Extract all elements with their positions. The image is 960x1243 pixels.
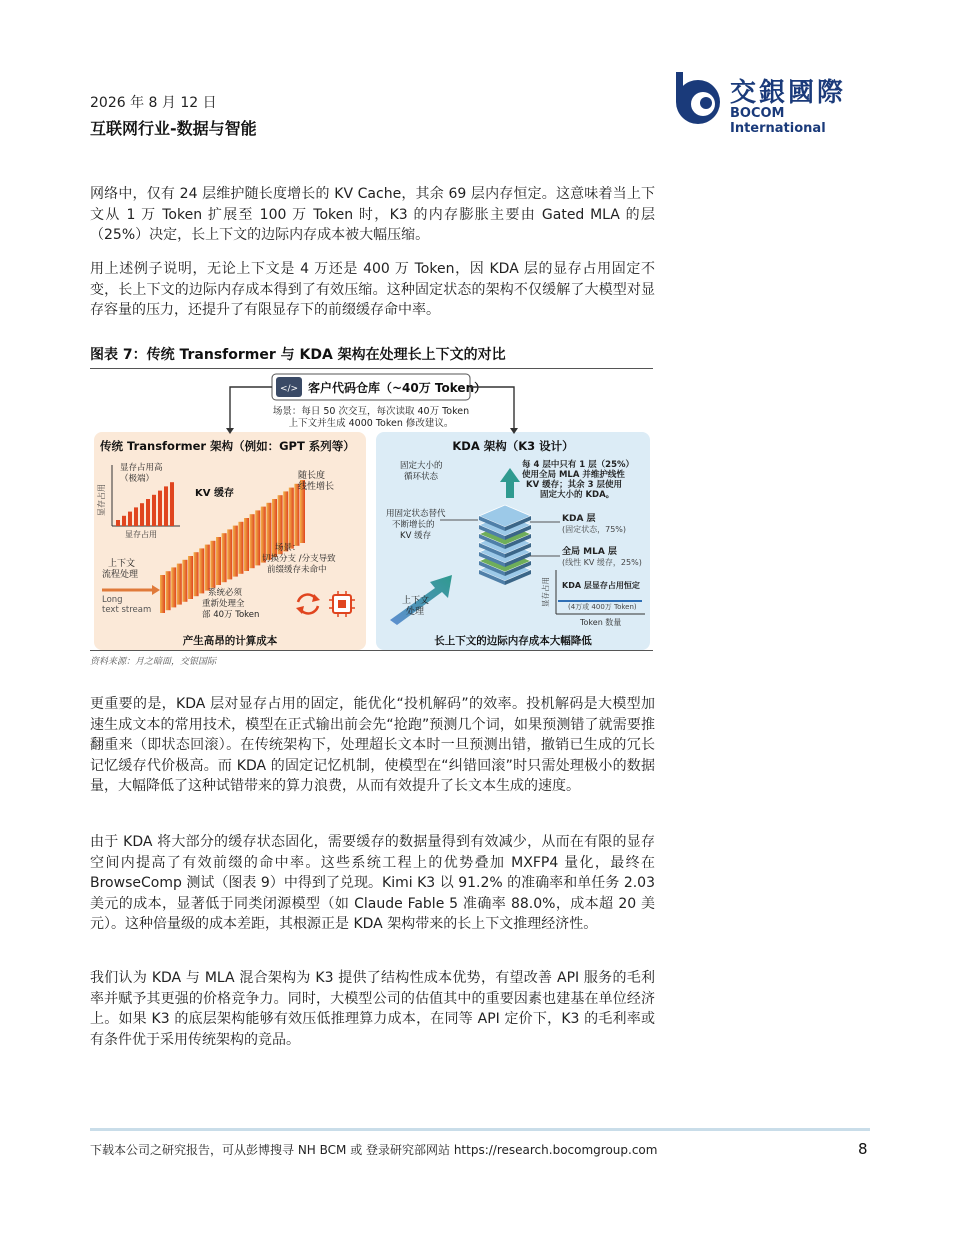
body-paragraph-2: 用上述例子说明，无论上下文是 4 万还是 400 万 Token，因 KDA 层的显存占用固定不变，长上下文的边际内存成本得到了有效压缩。这种固定状态的架构不仅缓解了大模型对显存容量的压力，还提升了有限显存下的前缀缓存命中率。: [90, 261, 655, 318]
kv-cache-bar: [166, 571, 171, 610]
left-scene-line-1: 场景：: [275, 543, 301, 553]
reprocess-line-1: 系统必须: [208, 588, 243, 598]
right-mini-x-label: Token 数量: [580, 618, 622, 627]
right-heading: KDA 架构（K3 设计）: [452, 439, 574, 453]
kda-up-arrow-shaft: [506, 482, 514, 498]
body-paragraph-1: 网络中，仅有 24 层维护随长度增长的 KV Cache，其余 69 层内存恒定。这意味着当上下文从 1 万 Token 扩展至 100 万 Token 时，K3 的内存膨胀主要由 Gated MLA 的层（25%）决定，长上下文的边际内存成本被大幅压缩。: [90, 186, 655, 243]
right-footer: 长上下文的边际内存成本大幅降低: [434, 635, 592, 647]
kv-cache-bar: [182, 560, 187, 602]
figure-title: 图表 7：传统 Transformer 与 KDA 架构在处理长上下文的对比: [90, 347, 506, 363]
figure-bottom-rule: [90, 650, 653, 651]
every4-line-4: 固定大小的 KDA。: [540, 490, 615, 500]
kv-cache-bar: [266, 503, 271, 560]
report-date: 2026 年 8 月 12 日: [90, 95, 217, 111]
mini-bar: [140, 503, 144, 526]
fixed-state-line-2: 循环状态: [404, 472, 439, 482]
left-scene-line-2: 切换分支 /分支导致: [262, 554, 336, 564]
kv-cache-bar: [177, 564, 182, 605]
figure-source: 资料来源：月之暗面，交银国际: [90, 657, 217, 667]
kv-cache-bar: [216, 537, 221, 585]
kv-cache-bar: [289, 488, 294, 549]
mini-bar: [134, 507, 138, 526]
left-mini-x-label: 显存占用: [125, 530, 157, 539]
body-paragraph-3: 更重要的是，KDA 层对显存占用的固定，能优化“投机解码”的效率。投机解码是大模型加速生成文本的常用技术，模型在正式输出前会先“抢跑”预测几个词，如果预测错了就需要推翻重来（即状态回滚）。在传统架构下，处理超长文本时一旦预测出错，撤销已生成的冗长记忆缓存代价极高。而 KDA 的固定记忆机制，使模型在“纠错回滚”时只需处理极小的数据量，大幅降低了这种试错带来的算力浪费，从而有效提升了长文本生成的速度。: [90, 696, 655, 794]
mini-bar: [158, 491, 162, 526]
chip-icon: [329, 591, 355, 617]
fixed-state-line-1: 固定大小的: [400, 461, 443, 471]
footer-rule: [90, 1128, 870, 1131]
kda-layer-line-2: (固定状态，75%): [562, 525, 627, 534]
mem-peak-line-2: （极端）: [120, 474, 155, 484]
right-input-line-2: 处理: [406, 607, 425, 617]
kda-layer-line-1: KDA 层: [562, 514, 596, 524]
mini-bar: [152, 495, 156, 526]
body-paragraph-4: 由于 KDA 将大部分的缓存状态固化，需要缓存的数据量得到有效减少，从而在有限的显存空间内提高了有效前缀的命中率。这些系统工程上的优势叠加 MXFP4 量化，最终在 BrowseComp 测试（图表 9）中得到了兑现。Kimi K3 以 91.2% 的准确率和单任务 2.03 美元的成本，显著低于同类闭源模型（如 Claude Fable 5 准确率 88.0%，成本超 20 美元）。这种倍量级的成本差距，其根源正是 KDA 架构带来的长上下文推理经济性。: [90, 834, 655, 932]
left-input-line-1: 上下文: [108, 559, 136, 569]
bocom-logo-icon: [668, 70, 728, 130]
body-paragraph-5: 我们认为 KDA 与 MLA 混合架构为 K3 提供了结构性成本优势，有望改善 API 服务的毛利率并赋予其更强的价格竞争力。同时，大模型公司的估值其中的重要因素也建基在单位经济上。如果 K3 的底层架构能够有效压低推理算力成本，在同等 API 定价下，K3 的毛利率或有条件优于采用传统架构的竞品。: [90, 970, 655, 1048]
company-logo: [668, 70, 873, 136]
scenario-line-2: 上下文并生成 4000 Token 修改建议。: [288, 418, 454, 429]
mini-bar: [164, 486, 168, 526]
kv-cache-bar: [250, 514, 255, 568]
kv-cache-bar: [199, 548, 204, 593]
kv-cache-bar: [171, 567, 176, 607]
kv-cache-bar: [233, 526, 238, 577]
right-mini-y-label: 显存占用: [541, 577, 550, 607]
stream-line-1: Long: [102, 595, 123, 605]
mini-bar: [128, 512, 132, 526]
stream-line-2: text stream: [102, 605, 152, 615]
scenario-line-1: 场景：每日 50 次交互，每次读取 40万 Token: [272, 406, 470, 417]
logo-chinese-name: 交銀國際: [730, 78, 847, 108]
replace-line-3: KV 缓存: [400, 531, 432, 541]
kv-cache-bar: [294, 484, 299, 546]
code-icon-glyph: </>: [279, 384, 299, 394]
architecture-comparison-figure: [90, 370, 653, 650]
replace-line-2: 不断增长的: [392, 520, 435, 530]
mini-bar: [170, 482, 174, 526]
mla-layer-line-1: 全局 MLA 层: [562, 547, 617, 557]
left-scene-line-3: 前缀缓存未命中: [267, 565, 327, 575]
industry-title: 互联网行业-数据与智能: [90, 119, 257, 138]
mla-layer-line-2: (线性 KV 缓存，25%): [562, 558, 642, 567]
code-repo-label: 客户代码仓库（~40万 Token）: [308, 381, 487, 395]
arrow-to-left: [230, 387, 272, 430]
right-input-line-1: 上下文: [402, 596, 430, 606]
left-footer: 产生高昂的计算成本: [182, 635, 278, 647]
figure-illustration: [90, 370, 653, 650]
kv-cache-bar: [188, 556, 193, 599]
kv-cache-label: KV 缓存: [195, 488, 234, 499]
mem-peak-line-1: 显存占用高: [120, 463, 163, 473]
mini-bar: [122, 516, 126, 526]
mini-bar: [146, 499, 150, 526]
kv-cache-bar: [210, 541, 215, 588]
reprocess-line-3: 部 40万 Token: [202, 610, 260, 620]
left-mini-y-label: 显存占用: [97, 484, 106, 516]
every4-line-3: KV 缓存；其余 3 层使用: [526, 480, 622, 490]
kda-constant-label: KDA 层显存占用恒定: [562, 581, 640, 590]
kv-cache-bar: [194, 552, 199, 596]
linear-growth-line-1: 随长度: [298, 471, 326, 481]
every4-line-1: 每 4 层中只有 1 层（25%）: [522, 460, 635, 470]
kv-cache-bar: [238, 522, 243, 574]
kv-cache-bar: [222, 533, 227, 582]
replace-line-1: 用固定状态替代: [386, 509, 446, 519]
kv-cache-bar: [244, 518, 249, 571]
kda-constant-note: (4万或 400万 Token): [568, 603, 637, 611]
reprocess-line-2: 重新处理全: [202, 599, 245, 609]
every4-line-2: 使用全局 MLA 并维护线性: [522, 470, 625, 480]
left-input-line-2: 流程处理: [102, 570, 139, 580]
kv-cache-bar: [160, 575, 165, 613]
footer-download-note: 下载本公司之研究报告，可从彭博搜寻 NH BCM 或 登录研究部网站 https://research.bocomgroup.com: [90, 1143, 658, 1157]
figure-top-rule: [90, 368, 653, 369]
logo-english-name: BOCOM International: [730, 106, 826, 136]
kv-cache-bar: [205, 545, 210, 591]
mini-bar: [116, 520, 120, 526]
kv-cache-bar: [255, 510, 260, 565]
linear-growth-line-2: 线性增长: [298, 482, 335, 492]
left-heading: 传统 Transformer 架构（例如：GPT 系列等）: [100, 439, 355, 453]
page-number: 8: [858, 1140, 868, 1158]
layer-stack: [479, 505, 531, 585]
kv-cache-bar: [227, 529, 232, 579]
